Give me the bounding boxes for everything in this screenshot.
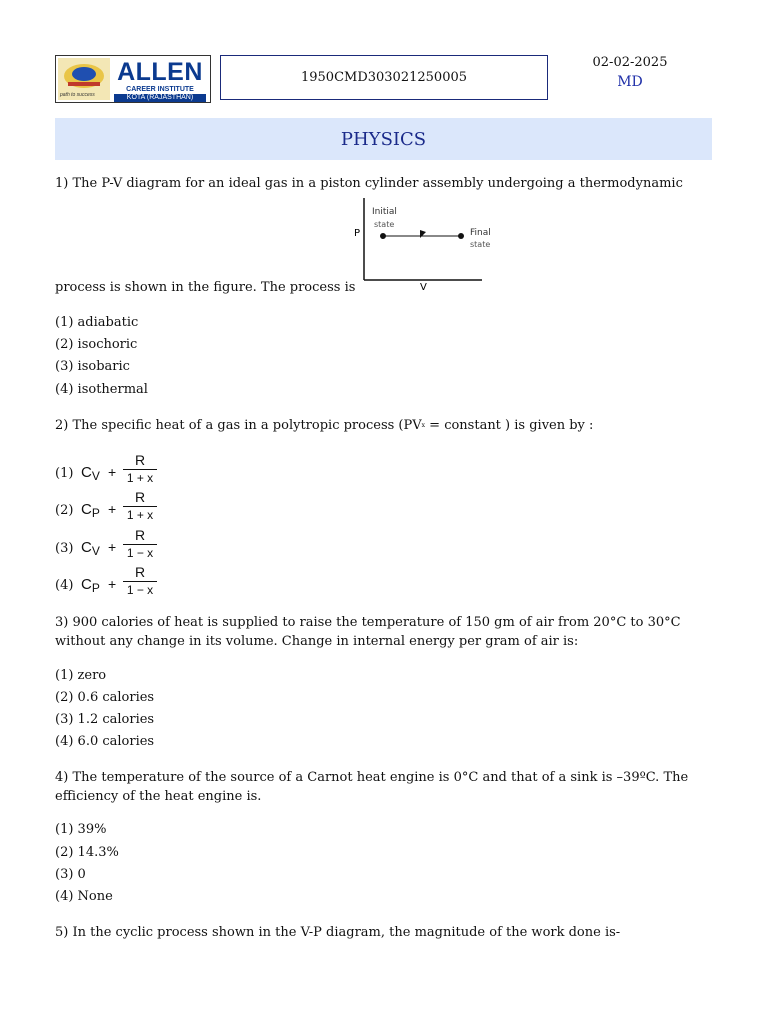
q2-option-num: (2) xyxy=(55,503,74,518)
fraction-denominator: 1 + x xyxy=(126,471,154,485)
q2-option-fraction xyxy=(123,452,157,486)
q1-option-2[interactable]: (2) isochoric xyxy=(55,337,138,352)
q2-text-post: = constant ) is given by : xyxy=(425,418,594,433)
q2-option-term xyxy=(81,576,100,595)
q1-text-line2: process is shown in the figure. The process is xyxy=(55,280,356,295)
q1-option-4[interactable]: (4) isothermal xyxy=(55,382,148,397)
term-sub: V xyxy=(91,469,100,483)
q2-option-fraction xyxy=(123,489,157,523)
pv-ylabel: P xyxy=(354,228,361,239)
pv-xlabel: V xyxy=(420,282,427,293)
q2-text xyxy=(55,416,593,435)
term-sub: V xyxy=(91,544,100,558)
pv-final-label1: Final xyxy=(470,228,491,238)
q1-option-3[interactable]: (3) isobaric xyxy=(55,359,130,374)
fraction-denominator: 1 + x xyxy=(126,508,154,522)
q4-text-line1: 4) The temperature of the source of a Carnot heat engine is 0°C and that of a sink is –39ºC. The xyxy=(55,770,689,785)
fraction-numerator: R xyxy=(123,489,157,507)
q2-option-term xyxy=(81,464,100,483)
paper-code: 1950CMD303021250005 xyxy=(300,70,468,85)
pv-diagram xyxy=(350,194,500,294)
q1-text-line1: 1) The P-V diagram for an ideal gas in a piston cylinder assembly undergoing a thermodynamic xyxy=(55,176,683,191)
q2-option-term xyxy=(81,539,100,558)
q5-text-line1: 5) In the cyclic process shown in the V-P diagram, the magnitude of the work done is- xyxy=(55,925,621,940)
q2-option-fraction xyxy=(123,527,157,561)
pv-final-label2: state xyxy=(470,240,491,249)
term-sub: P xyxy=(91,506,100,520)
q3-option-3[interactable]: (3) 1.2 calories xyxy=(55,712,155,727)
q4-option-4[interactable]: (4) None xyxy=(55,889,113,904)
q3-text-line2: without any change in its volume. Change in internal energy per gram of air is: xyxy=(55,634,579,649)
pv-initial-label2: state xyxy=(374,220,395,229)
q2-option-4[interactable] xyxy=(55,564,255,608)
fraction-numerator: R xyxy=(123,527,157,545)
exam-date: 02-02-2025 xyxy=(592,55,668,70)
q2-option-op: + xyxy=(108,539,117,555)
logo-brand: ALLEN xyxy=(117,58,203,86)
fraction-numerator: R xyxy=(123,564,157,582)
subject-title: PHYSICS xyxy=(340,128,427,150)
q2-option-num: (3) xyxy=(55,541,74,556)
q3-text-line1: 3) 900 calories of heat is supplied to raise the temperature of 150 gm of air from 20°C to 30°C xyxy=(55,615,681,630)
q4-option-2[interactable]: (2) 14.3% xyxy=(55,845,119,860)
q2-option-term xyxy=(81,501,100,520)
term-base: C xyxy=(81,464,92,481)
term-base: C xyxy=(81,539,92,556)
logo-tagline: path to success xyxy=(60,92,95,98)
fraction-denominator: 1 − x xyxy=(126,583,154,597)
q2-option-op: + xyxy=(108,576,117,592)
q3-option-2[interactable]: (2) 0.6 calories xyxy=(55,690,155,705)
q2-option-num: (1) xyxy=(55,466,74,481)
q2-option-fraction xyxy=(123,564,157,598)
term-sub: P xyxy=(91,581,100,595)
allen-logo xyxy=(55,55,211,103)
q2-text-pre: 2) The specific heat of a gas in a polytropic process (PV xyxy=(55,418,422,433)
logo-subtitle: CAREER INSTITUTE xyxy=(126,86,194,93)
paper-code-box xyxy=(220,55,548,100)
fraction-numerator: R xyxy=(123,452,157,470)
q2-option-num: (4) xyxy=(55,578,74,593)
exam-mode: MD xyxy=(617,74,643,90)
pv-initial-label1: Initial xyxy=(372,207,397,217)
q4-option-3[interactable]: (3) 0 xyxy=(55,867,86,882)
fraction-denominator: 1 − x xyxy=(126,546,154,560)
q4-option-1[interactable]: (1) 39% xyxy=(55,822,107,837)
q3-option-1[interactable]: (1) zero xyxy=(55,668,107,683)
term-base: C xyxy=(81,501,92,518)
q2-text-sup: x xyxy=(421,422,426,429)
q4-text-line2: efficiency of the heat engine is. xyxy=(55,789,262,804)
q1-option-1[interactable]: (1) adiabatic xyxy=(55,315,139,330)
q2-option-op: + xyxy=(108,464,117,480)
q3-option-4[interactable]: (4) 6.0 calories xyxy=(55,734,155,749)
term-base: C xyxy=(81,576,92,593)
q2-option-op: + xyxy=(108,501,117,517)
subject-banner xyxy=(55,118,712,160)
logo-city: KOTA (RAJASTHAN) xyxy=(114,94,206,102)
